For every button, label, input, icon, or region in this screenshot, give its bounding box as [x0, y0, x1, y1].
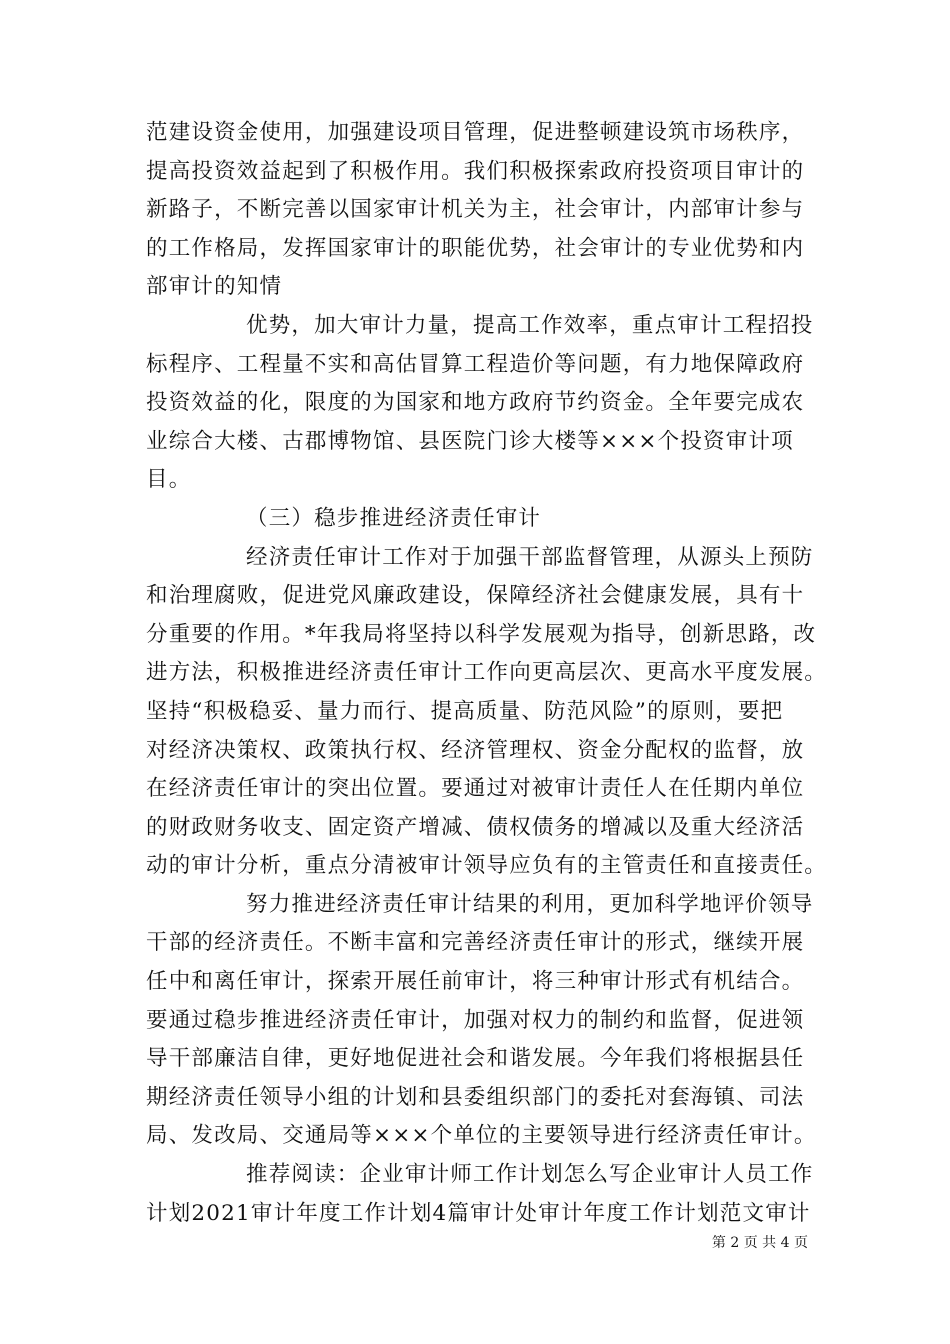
text-line: 目。 — [146, 467, 192, 493]
section-heading: （三）稳步推进经济责任审计 — [246, 505, 542, 531]
text-line: 干部的经济责任。不断丰富和完善经济责任审计的形式，继续开展 — [146, 930, 805, 956]
text-line: 要通过稳步推进经济责任审计，加强对权力的制约和监督，促进领 — [146, 1007, 805, 1033]
page-number: 第 2 页 共 4 页 — [711, 1235, 808, 1251]
text-line: 和治理腐败，促进党风廉政建设，保障经济社会健康发展，具有十 — [146, 583, 805, 609]
text-line: 任中和离任审计，探索开展任前审计，将三种审计形式有机结合。 — [146, 969, 805, 995]
text-line: 部审计的知情 — [146, 274, 283, 300]
text-line: 分重要的作用。*年我局将坚持以科学发展观为指导，创新思路，改 — [146, 621, 817, 647]
text-line: 新路子，不断完善以国家审计机关为主，社会审计，内部审计参与 — [146, 197, 805, 223]
text-line: 提高投资效益起到了积极作用。我们积极探索政府投资项目审计的 — [146, 158, 805, 184]
text-line: 坚持“积极稳妥、量力而行、提高质量、防范风险”的原则，要把 — [146, 698, 784, 724]
text-line: 优势，加大审计力量，提高工作效率，重点审计工程招投 — [246, 312, 814, 338]
text-line: 业综合大楼、古郡博物馆、县医院门诊大楼等×××个投资审计项 — [146, 428, 794, 454]
body-text — [146, 114, 828, 1233]
text-line: 范建设资金使用，加强建设项目管理，促进整顿建设筑市场秩序， — [146, 120, 805, 145]
text-line: 标程序、工程量不实和高估冒算工程造价等问题，有力地保障政府 — [146, 351, 805, 377]
text-line: 的工作格局，发挥国家审计的职能优势，社会审计的专业优势和内 — [146, 235, 805, 261]
text-line: 局、发改局、交通局等×××个单位的主要领导进行经济责任审计。 — [146, 1123, 817, 1149]
text-line: 努力推进经济责任审计结果的利用，更加科学地评价领导 — [246, 891, 814, 917]
text-line: 进方法，积极推进经济责任审计工作向更高层次、更高水平度发展。 — [146, 660, 828, 686]
recommended-reading: 推荐阅读：企业审计师工作计划怎么写企业审计人员工作 — [246, 1162, 814, 1188]
text-line: 期经济责任领导小组的计划和县委组织部门的委托对套海镇、司法 — [146, 1084, 805, 1110]
text-line: 导干部廉洁自律，更好地促进社会和谐发展。今年我们将根据县任 — [146, 1046, 805, 1072]
text-line: 动的审计分析，重点分清被审计领导应负有的主管责任和直接责任。 — [146, 853, 828, 879]
text-line: 对经济决策权、政策执行权、经济管理权、资金分配权的监督，放 — [146, 737, 805, 763]
text-line: 在经济责任审计的突出位置。要通过对被审计责任人在任期内单位 — [146, 776, 805, 802]
text-line: 计划2021审计年度工作计划4篇审计处审计年度工作计划范文审计 — [146, 1200, 811, 1226]
text-line: 投资效益的化，限度的为国家和地方政府节约资金。全年要完成农 — [146, 390, 805, 416]
text-line: 经济责任审计工作对于加强干部监督管理，从源头上预防 — [246, 544, 814, 570]
text-line: 的财政财务收支、固定资产增减、债权债务的增减以及重大经济活 — [146, 814, 805, 840]
